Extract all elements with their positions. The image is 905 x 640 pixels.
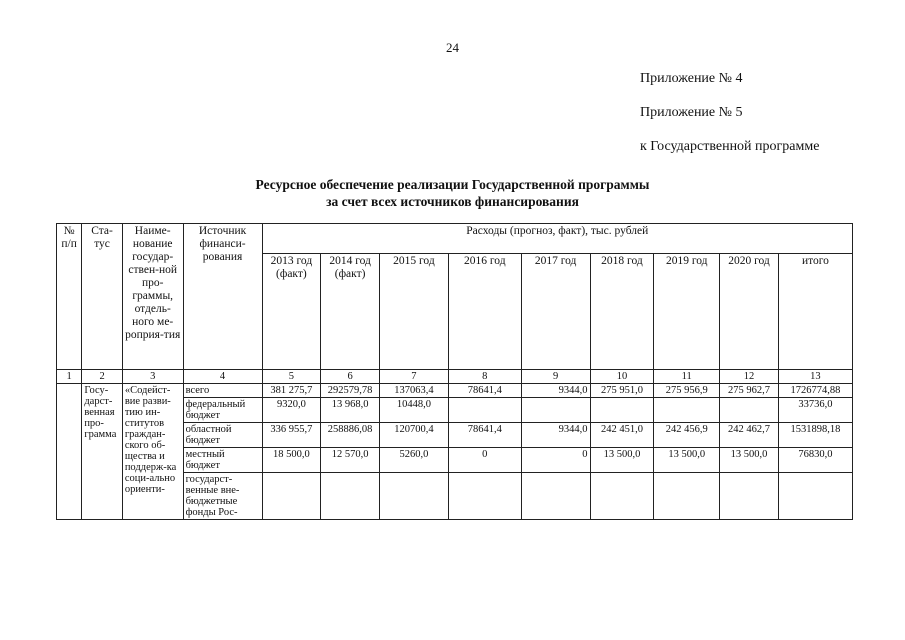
value-cell bbox=[321, 473, 380, 520]
source-cell: областной бюджет bbox=[183, 423, 262, 448]
value-cell: 242 451,0 bbox=[590, 423, 654, 448]
value-cell bbox=[590, 398, 654, 423]
value-cell bbox=[448, 398, 521, 423]
value-cell bbox=[590, 473, 654, 520]
value-cell bbox=[521, 473, 590, 520]
value-cell: 292579,78 bbox=[321, 384, 380, 398]
financing-table bbox=[56, 223, 853, 520]
header-year-2015: 2015 год bbox=[379, 254, 448, 370]
source-cell: местный бюджет bbox=[183, 448, 262, 473]
header-year-2013: 2013 год (факт) bbox=[262, 254, 321, 370]
value-cell: 275 956,9 bbox=[654, 384, 720, 398]
title-line-2: за счет всех источников финансирования bbox=[326, 194, 579, 209]
header-year-2014: 2014 год (факт) bbox=[321, 254, 380, 370]
appendix-4-label: Приложение № 4 bbox=[640, 71, 743, 86]
column-number: 1 bbox=[57, 370, 82, 384]
table-row bbox=[57, 384, 853, 398]
value-cell: 242 462,7 bbox=[720, 423, 779, 448]
value-cell: 137063,4 bbox=[379, 384, 448, 398]
header-name: Наиме-нование государ-ствен-ной про-граммы, отдель-ного ме-роприя-тия bbox=[122, 224, 183, 370]
value-cell bbox=[778, 473, 852, 520]
appendix-5-label: Приложение № 5 bbox=[640, 105, 743, 120]
value-cell bbox=[379, 473, 448, 520]
document-title bbox=[0, 176, 905, 210]
source-cell: государст-венные вне-бюджетные фонды Рос- bbox=[183, 473, 262, 520]
title-line-1: Ресурсное обеспечение реализации Государственной программы bbox=[255, 177, 650, 192]
status-cell: Госу-дарст-венная про-грамма bbox=[82, 384, 123, 520]
value-cell: 18 500,0 bbox=[262, 448, 321, 473]
value-cell bbox=[654, 398, 720, 423]
value-cell: 0 bbox=[448, 448, 521, 473]
value-cell: 0 bbox=[521, 448, 590, 473]
value-cell bbox=[262, 473, 321, 520]
value-cell: 76830,0 bbox=[778, 448, 852, 473]
value-cell bbox=[720, 473, 779, 520]
value-cell bbox=[654, 473, 720, 520]
value-cell: 258886,08 bbox=[321, 423, 380, 448]
value-cell: 1531898,18 bbox=[778, 423, 852, 448]
value-cell: 78641,4 bbox=[448, 384, 521, 398]
column-number: 8 bbox=[448, 370, 521, 384]
column-number: 11 bbox=[654, 370, 720, 384]
header-expenses: Расходы (прогноз, факт), тыс. рублей bbox=[262, 224, 852, 254]
column-number: 2 bbox=[82, 370, 123, 384]
program-reference: к Государственной программе bbox=[640, 139, 820, 154]
column-number: 5 bbox=[262, 370, 321, 384]
value-cell: 275 951,0 bbox=[590, 384, 654, 398]
value-cell: 13 500,0 bbox=[720, 448, 779, 473]
header-year-2016: 2016 год bbox=[448, 254, 521, 370]
value-cell: 120700,4 bbox=[379, 423, 448, 448]
row-num-cell bbox=[57, 384, 82, 520]
column-number: 9 bbox=[521, 370, 590, 384]
header-year-2018: 2018 год bbox=[590, 254, 654, 370]
source-cell: всего bbox=[183, 384, 262, 398]
value-cell: 381 275,7 bbox=[262, 384, 321, 398]
program-name-cell: «Содейст-вие разви-тию ин-ститутов граждан-ского об-щества и поддерж-ка соци-ально ориенти- bbox=[122, 384, 183, 520]
value-cell bbox=[521, 398, 590, 423]
value-cell: 78641,4 bbox=[448, 423, 521, 448]
value-cell: 10448,0 bbox=[379, 398, 448, 423]
value-cell: 1726774,88 bbox=[778, 384, 852, 398]
value-cell: 9344,0 bbox=[521, 384, 590, 398]
value-cell: 9344,0 bbox=[521, 423, 590, 448]
header-year-2019: 2019 год bbox=[654, 254, 720, 370]
column-number: 3 bbox=[122, 370, 183, 384]
column-number: 7 bbox=[379, 370, 448, 384]
header-year-2020: 2020 год bbox=[720, 254, 779, 370]
value-cell bbox=[448, 473, 521, 520]
value-cell: 13 968,0 bbox=[321, 398, 380, 423]
value-cell: 33736,0 bbox=[778, 398, 852, 423]
value-cell bbox=[720, 398, 779, 423]
value-cell: 242 456,9 bbox=[654, 423, 720, 448]
header-year-2017: 2017 год bbox=[521, 254, 590, 370]
value-cell: 13 500,0 bbox=[590, 448, 654, 473]
column-number: 6 bbox=[321, 370, 380, 384]
value-cell: 336 955,7 bbox=[262, 423, 321, 448]
value-cell: 13 500,0 bbox=[654, 448, 720, 473]
value-cell: 5260,0 bbox=[379, 448, 448, 473]
value-cell: 9320,0 bbox=[262, 398, 321, 423]
source-cell: федеральный бюджет bbox=[183, 398, 262, 423]
header-num: № п/п bbox=[57, 224, 82, 370]
column-number: 13 bbox=[778, 370, 852, 384]
value-cell: 12 570,0 bbox=[321, 448, 380, 473]
header-status: Ста-тус bbox=[82, 224, 123, 370]
column-number: 4 bbox=[183, 370, 262, 384]
header-total: итого bbox=[778, 254, 852, 370]
header-source: Источник финанси-рования bbox=[183, 224, 262, 370]
column-number: 10 bbox=[590, 370, 654, 384]
value-cell: 275 962,7 bbox=[720, 384, 779, 398]
column-number: 12 bbox=[720, 370, 779, 384]
page-number: 24 bbox=[446, 40, 459, 55]
